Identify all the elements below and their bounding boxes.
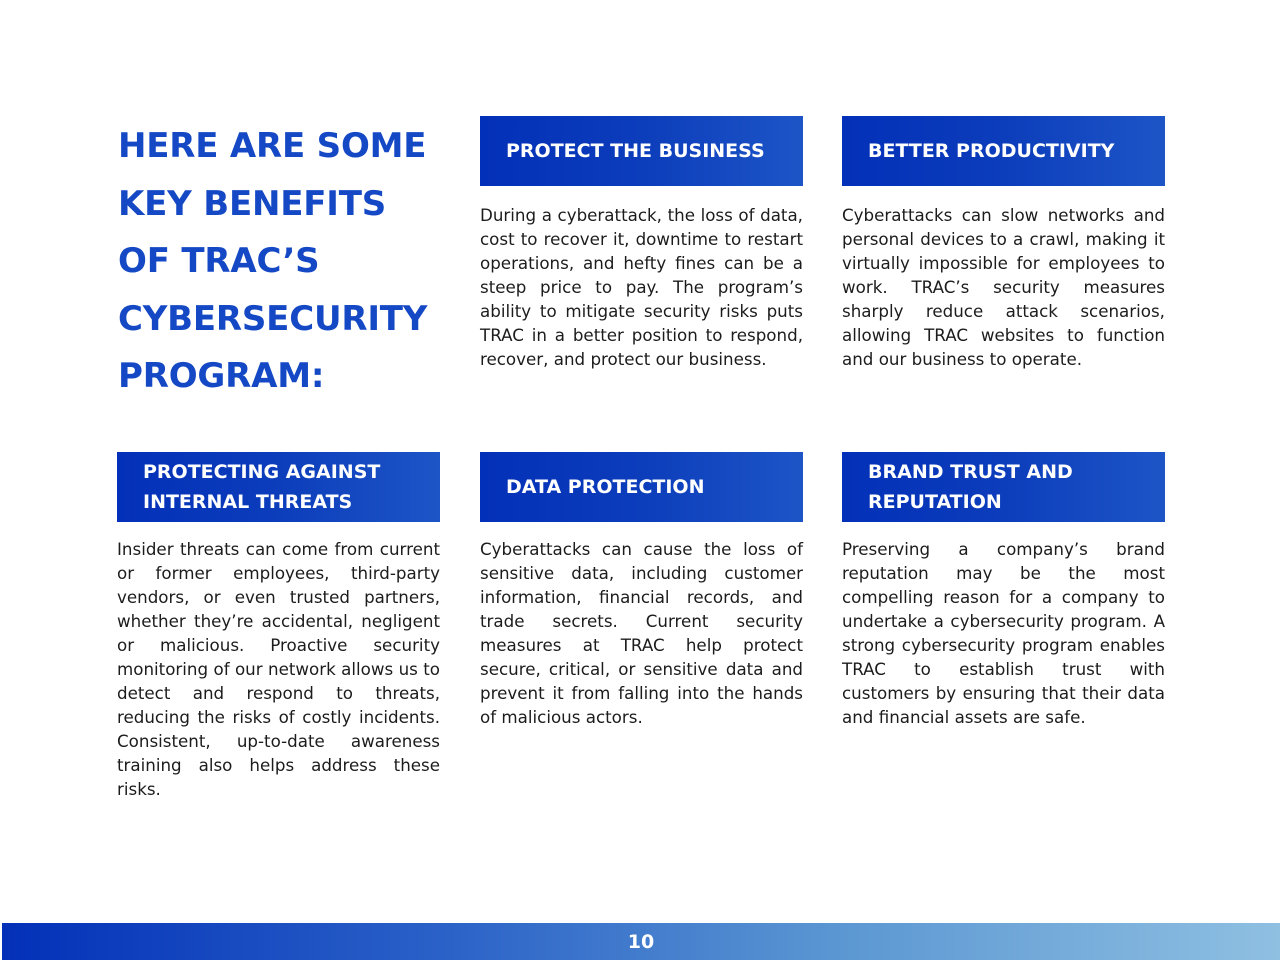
- headline-line: HERE ARE SOME: [118, 126, 427, 166]
- benefit-title-bar: [842, 116, 1165, 186]
- page-number: 10: [627, 930, 655, 953]
- benefit-card-protect-business: [480, 116, 803, 371]
- benefit-title-bar: [117, 452, 440, 522]
- page-headline: [118, 118, 448, 406]
- benefit-description: Cyberattacks can slow networks and personal devices to a crawl, making it virtually impossible for employees to work. TRAC’s security measures sharply reduce attack scenarios, allowing TRAC websites to function and our business to operate.: [842, 205, 1165, 369]
- benefit-description: Insider threats can come from current or former employees, third-party vendors, or even trusted partners, whether they’re accidental, negligent or malicious. Proactive security monitoring of our network allows us to detect and respond to threats, reducing the risks of costly incidents. Consistent, up-to-date awareness training also helps address these risks.: [117, 539, 440, 799]
- benefit-title-bar: [480, 116, 803, 186]
- benefit-title: PROTECT THE BUSINESS: [506, 140, 765, 162]
- benefit-title: DATA PROTECTION: [506, 476, 705, 498]
- page-footer-bar: [2, 923, 1280, 960]
- headline-line: CYBERSECURITY: [118, 298, 428, 339]
- benefit-title: BETTER PRODUCTIVITY: [868, 140, 1115, 162]
- benefit-title-bar: [842, 452, 1165, 522]
- benefit-card-data-protection: [480, 452, 803, 729]
- benefit-title: PROTECTING AGAINST INTERNAL THREATS: [143, 461, 381, 513]
- benefit-card-internal-threats: [117, 452, 440, 801]
- headline-line: KEY BENEFITS: [118, 183, 387, 224]
- benefit-card-brand-trust: [842, 452, 1165, 729]
- benefit-card-better-productivity: [842, 116, 1165, 371]
- benefit-description: Cyberattacks can cause the loss of sensitive data, including customer information, financial records, and trade secrets. Current security measures at TRAC help protect secure, critical, or sensitive data and prevent it from falling into the hands of malicious actors.: [480, 539, 803, 727]
- benefit-description: Preserving a company’s brand reputation may be the most compelling reason for a company to undertake a cybersecurity program. A strong cybersecurity program enables TRAC to establish trust with customers by ensuring that their data and financial assets are safe.: [842, 539, 1165, 727]
- headline-line: OF TRAC’S: [118, 241, 320, 281]
- benefit-title: BRAND TRUST AND REPUTATION: [868, 461, 1073, 513]
- benefit-description: During a cyberattack, the loss of data, cost to recover it, downtime to restart operations, and hefty fines can be a steep price to pay. The program’s ability to mitigate security risks puts TRAC in a better position to respond, recover, and protect our business.: [480, 205, 803, 369]
- headline-line: PROGRAM:: [118, 356, 325, 396]
- benefit-title-bar: [480, 452, 803, 522]
